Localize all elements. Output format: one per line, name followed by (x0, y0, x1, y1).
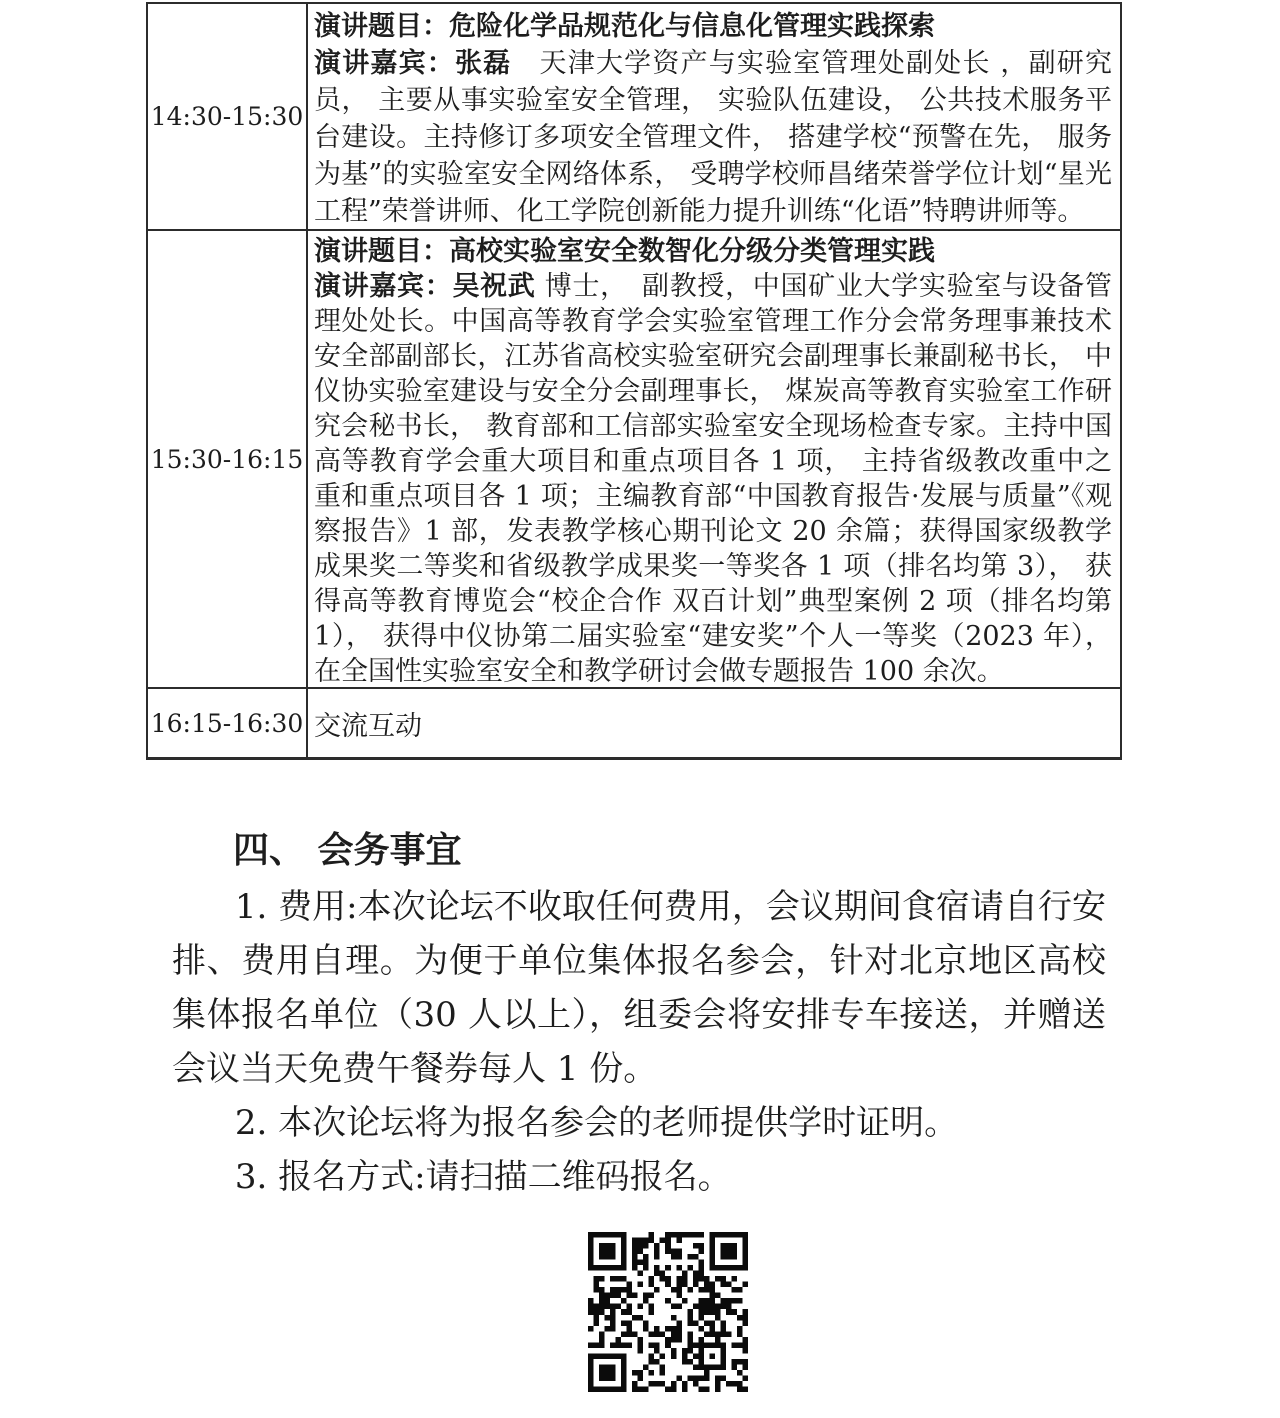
table-row (148, 4, 1120, 229)
time-label: 14:30-15:30 (150, 102, 304, 131)
table-row (148, 687, 1120, 757)
time-label: 16:15-16:30 (150, 708, 304, 738)
activity-label: 交流互动 (314, 710, 422, 742)
paragraph-fees: 1. 费用:本次论坛不收取任何费用，会议期间食宿请自行安排、费用自理。为便于单位集体报名参会，针对北京地区高校集体报名单位（30 人以上），组委会将安排专车接送，并赠送会议当天免费午餐券每人 1 份。 (172, 887, 1106, 1089)
time-cell (148, 231, 308, 687)
qr-code (588, 1232, 748, 1392)
speaker-name: 张磊 (454, 48, 512, 79)
speaker-bio: 天津大学资产与实验室管理处副处长 ，副研究员， 主要从事实验室安全管理， 实验队伍建设， 公共技术服务平台建设。主持修订多项安全管理文件， 搭建学校“预警在先， 服务为基”的实验室安全网络体系， 受聘学校师昌绪荣誉学位计划“星光工程”荣誉讲师、化工学院创新能力提升训练“化语”特聘讲师等。 (314, 48, 1112, 227)
time-label: 15:30-16:15 (150, 444, 304, 474)
paragraph-registration: 3. 报名方式:请扫描二维码报名。 (234, 1157, 732, 1197)
agenda-table (146, 2, 1122, 760)
talk-title: 危险化学品规范化与信息化管理实践探索 (449, 11, 935, 42)
section-body (172, 880, 1106, 1204)
section-heading: 四、 会务事宜 (233, 829, 462, 871)
time-cell (148, 4, 308, 229)
talk-cell (308, 4, 1120, 229)
talk-cell (308, 231, 1120, 687)
talk-title: 高校实验室安全数智化分级分类管理实践 (449, 236, 935, 267)
talk-title-label: 演讲题目： (314, 11, 449, 42)
talk-title-label: 演讲题目： (314, 236, 449, 267)
time-cell (148, 689, 308, 757)
speaker-label: 演讲嘉宾： (314, 271, 453, 302)
activity-cell (308, 689, 1120, 757)
table-row (148, 229, 1120, 687)
speaker-name: 吴祝武 (452, 271, 536, 302)
speaker-bio: 博士， 副教授，中国矿业大学实验室与设备管理处处长。中国高等教育学会实验室管理工作分会常务理事兼技术安全部副部长，江苏省高校实验室研究会副理事长兼副秘书长， 中仪协实验室建设与安全分会副理事长， 煤炭高等教育实验室工作研究会秘书长， 教育部和工信部实验室安全现场检查专家。主持中国高等教育学会重大项目和重点项目各 1 项， 主持省级教改重中之重和重点项目各 1 项；主编教育部“中国教育报告·发展与质量”《观察报告》1 部，发表教学核心期刊论文 20 余篇；获得国家级教学成果奖二等奖和省级教学成果奖一等奖各 1 项（排名均第 3）， 获得高等教育博览会“校企合作 双百计划”典型案例 2 项（排名均第 1）， 获得中仪协第二届实验室“建安奖”个人一等奖（2023 年）， 在全国性实验室安全和教学研讨会做专题报告 100 余次。 (314, 271, 1112, 687)
speaker-label: 演讲嘉宾： (314, 48, 455, 79)
paragraph-certificate: 2. 本次论坛将为报名参会的老师提供学时证明。 (234, 1103, 959, 1143)
